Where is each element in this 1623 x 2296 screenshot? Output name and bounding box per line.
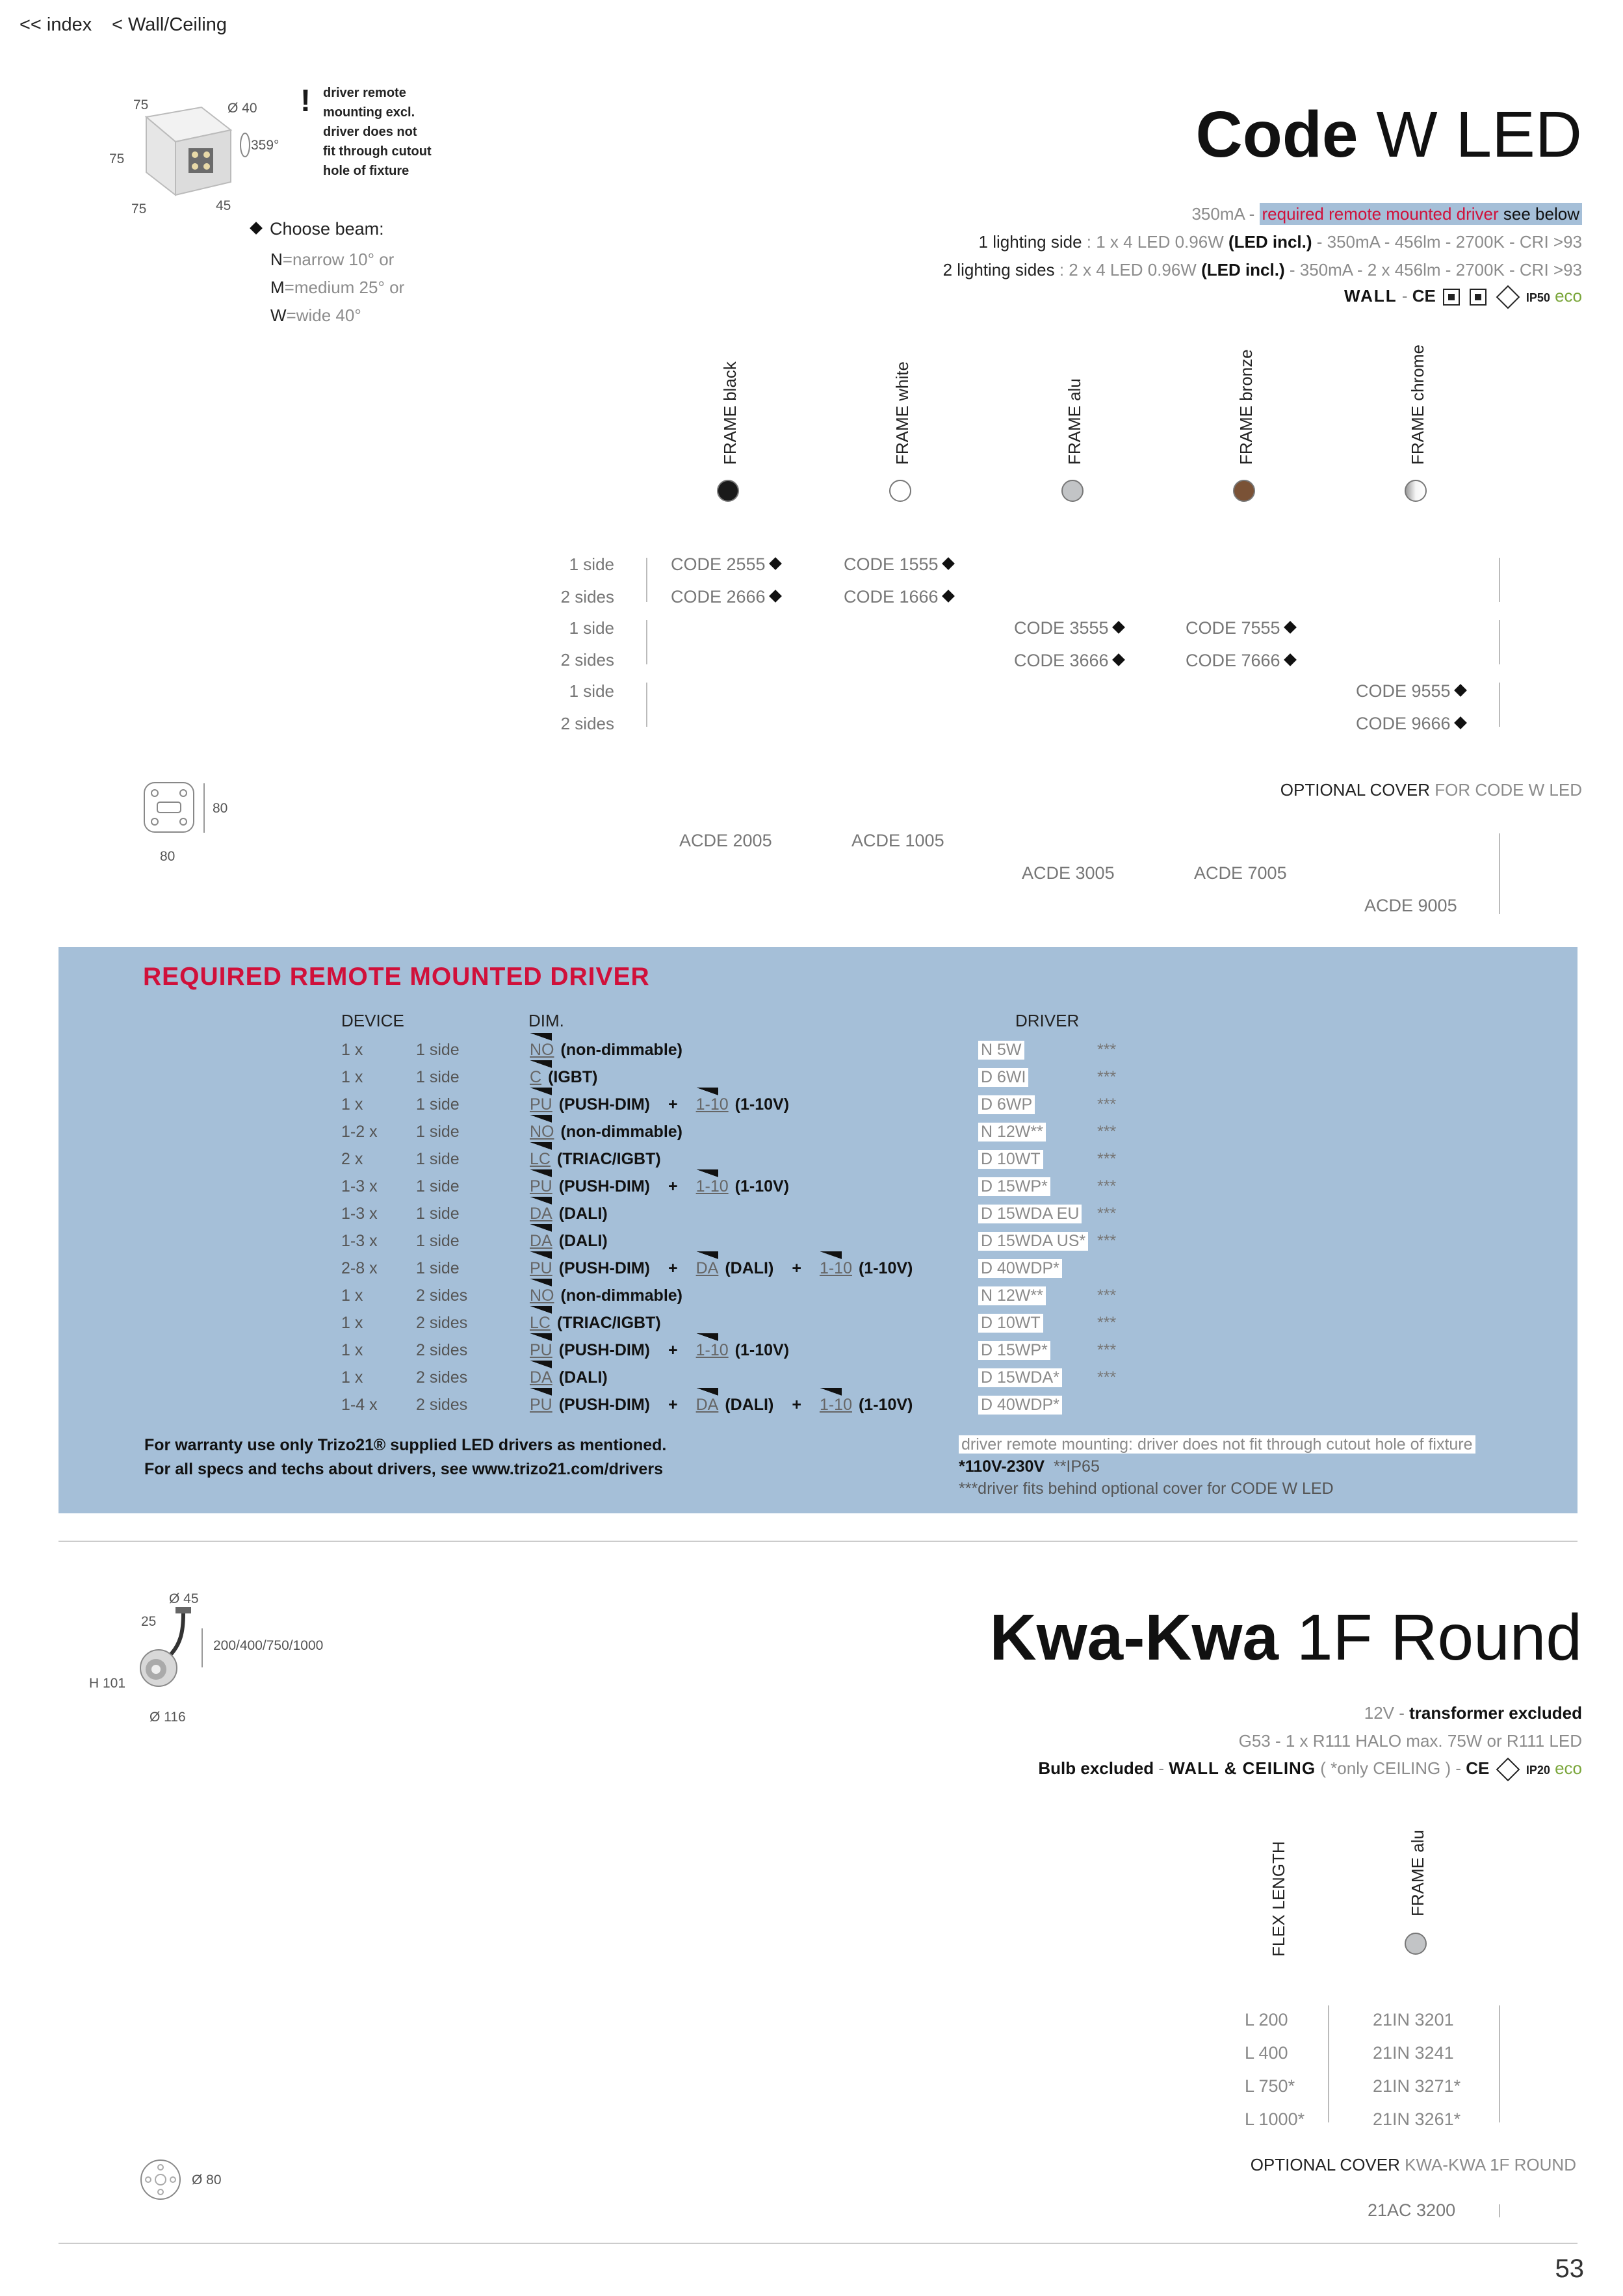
- indoor-icon: [1443, 289, 1460, 306]
- dim-top-width: 75: [133, 98, 149, 112]
- dimming-type-label: (PUSH-DIM): [558, 1259, 650, 1277]
- recessed-icon: [1470, 289, 1487, 306]
- driver-sides: 1 side: [416, 1150, 460, 1168]
- driver-dimming: [530, 1396, 913, 1415]
- cover-code[interactable]: ACDE 7005: [1194, 863, 1287, 883]
- kwa-codes: [1373, 2003, 1461, 2136]
- driver-sides: 2 sides: [416, 1314, 468, 1332]
- dimming-type-label: (non-dimmable): [560, 1123, 682, 1141]
- divider: [1499, 2005, 1500, 2122]
- note-line: fit through cutout: [323, 144, 432, 159]
- driver-footnote-mark: ***: [1097, 1041, 1117, 1059]
- kwa-spec-bulb: G53 - 1 x R111 HALO max. 75W or R111 LED: [1238, 1731, 1582, 1751]
- driver-footnote-mark: ***: [1097, 1286, 1117, 1305]
- diamond-icon: [942, 557, 955, 570]
- driver-dimming: [530, 1068, 597, 1087]
- plus-sign: +: [668, 1259, 678, 1277]
- dimming-type-label: (1-10V): [734, 1341, 790, 1359]
- dimming-type-label: (DALI): [558, 1205, 608, 1223]
- driver-device-count: 1-3 x: [341, 1205, 378, 1223]
- cover-code[interactable]: ACDE 1005: [851, 831, 944, 850]
- divider: [1499, 558, 1500, 602]
- driver-footnote-mark: ***: [1097, 1205, 1117, 1223]
- dimming-type-icon: PU: [530, 1341, 552, 1359]
- diamond-icon: [250, 222, 263, 235]
- kwa-dim-bottom: Ø 116: [149, 1710, 186, 1725]
- dimming-type-icon: LC: [530, 1314, 551, 1332]
- divider: [1499, 620, 1500, 664]
- driver-footnote-mark: ***: [1097, 1123, 1117, 1141]
- driver-sides: 1 side: [416, 1259, 460, 1277]
- cover-code[interactable]: ACDE 3005: [1022, 863, 1115, 883]
- kwa-col-frame-alu: FRAME alu: [1408, 1830, 1427, 1916]
- divider: [646, 558, 647, 602]
- driver-device-count: 1-3 x: [341, 1177, 378, 1195]
- diamond-icon: [1284, 653, 1297, 666]
- eco-icon: eco: [1555, 286, 1582, 306]
- driver-code[interactable]: N 12W**: [978, 1123, 1046, 1141]
- driver-code[interactable]: D 15WP*: [978, 1177, 1050, 1196]
- driver-dimming: [530, 1259, 913, 1278]
- driver-code[interactable]: D 40WDP*: [978, 1396, 1062, 1415]
- driver-footnote-mark: ***: [1097, 1150, 1117, 1168]
- kwa-frame-swatch-alu[interactable]: [1405, 1933, 1427, 1955]
- kwa-col-flex-length: FLEX LENGTH: [1269, 1841, 1288, 1957]
- driver-code[interactable]: D 6WI: [978, 1068, 1028, 1087]
- warning-icon: !: [300, 84, 311, 118]
- dimming-type-icon: DA: [695, 1259, 719, 1277]
- driver-sides: 2 sides: [416, 1286, 468, 1305]
- row-label: 2 sides: [560, 714, 614, 733]
- driver-footnotes: [959, 1433, 1475, 1500]
- warranty-line: For all specs and techs about drivers, see www.trizo21.com/drivers: [144, 1460, 663, 1478]
- beam-title: Choose beam:: [270, 219, 384, 239]
- kwa-code[interactable]: 21IN 3241: [1373, 2043, 1454, 2063]
- driver-dimming: [530, 1150, 661, 1169]
- beam-option-n: N=narrow 10° or: [270, 250, 395, 269]
- dimming-type-label: (IGBT): [548, 1068, 598, 1086]
- footnote-voltage: *110V-230V: [959, 1457, 1045, 1476]
- driver-sides: 1 side: [416, 1177, 460, 1195]
- driver-footnote-mark: ***: [1097, 1095, 1117, 1114]
- frame-label-white: FRAME white: [892, 361, 912, 465]
- driver-footnote-mark: ***: [1097, 1068, 1117, 1086]
- driver-footnote-mark: ***: [1097, 1232, 1117, 1250]
- driver-dimming: [530, 1041, 682, 1060]
- product-code[interactable]: CODE 1555: [844, 554, 953, 575]
- row-label: 1 side: [569, 554, 614, 574]
- driver-sides: 1 side: [416, 1205, 460, 1223]
- driver-device-count: 1-4 x: [341, 1396, 378, 1414]
- frame-label-black: FRAME black: [720, 361, 740, 465]
- divider: [1499, 2204, 1500, 2217]
- product-code[interactable]: CODE 2555: [671, 554, 780, 575]
- eco-icon: eco: [1555, 1758, 1582, 1778]
- dimming-type-icon: 1-10: [819, 1259, 852, 1277]
- driver-row: [0, 1341, 1495, 1368]
- driver-device-count: 1 x: [341, 1341, 363, 1359]
- driver-row: [0, 1041, 1495, 1068]
- plus-sign: +: [792, 1259, 801, 1277]
- cover-dim-width: 80: [160, 849, 175, 864]
- plus-sign: +: [668, 1396, 678, 1414]
- driver-dimming: [530, 1205, 608, 1223]
- driver-sides: 2 sides: [416, 1396, 468, 1414]
- cover-code[interactable]: ACDE 2005: [679, 831, 772, 850]
- cover-drawing: [142, 780, 200, 842]
- kwa-dim-stem: 25: [141, 1614, 157, 1629]
- footnote-cover: ***driver fits behind optional cover for CODE W LED: [959, 1480, 1334, 1498]
- frame-swatch-black[interactable]: [717, 480, 739, 502]
- dimming-type-icon: 1-10: [695, 1341, 729, 1359]
- driver-footnote-mark: ***: [1097, 1314, 1117, 1332]
- nav-index-link[interactable]: << index: [19, 14, 92, 35]
- kwa-code[interactable]: 21IN 3261*: [1373, 2109, 1461, 2129]
- product-code[interactable]: CODE 3666: [1014, 651, 1123, 671]
- frame-swatch-bronze[interactable]: [1233, 480, 1255, 502]
- dimming-type-label: (1-10V): [858, 1396, 913, 1414]
- dimming-type-label: (DALI): [725, 1259, 774, 1277]
- kwa-lengths: [1245, 2003, 1305, 2136]
- driver-sides: 1 side: [416, 1123, 460, 1141]
- product-title-code-w: Code W LED: [1195, 98, 1582, 171]
- driver-rows: [0, 1041, 1495, 1423]
- driver-footnote-mark: ***: [1097, 1177, 1117, 1195]
- warranty-line: For warranty use only Trizo21® supplied LED drivers as mentioned.: [144, 1436, 667, 1454]
- plus-sign: +: [668, 1095, 678, 1114]
- kwa-code[interactable]: 21IN 3271*: [1373, 2076, 1461, 2096]
- dim-bottom-width: 75: [131, 202, 147, 216]
- kwa-dim-height: H 101: [89, 1676, 126, 1691]
- row-label: 1 side: [569, 618, 614, 638]
- cover-code[interactable]: ACDE 9005: [1364, 896, 1457, 915]
- driver-device-count: 2 x: [341, 1150, 363, 1168]
- dimming-type-label: (PUSH-DIM): [558, 1095, 650, 1114]
- divider: [646, 683, 647, 727]
- driver-code[interactable]: D 40WDP*: [978, 1259, 1062, 1278]
- ce-mark-icon: CE: [1412, 286, 1436, 306]
- driver-sides: 1 side: [416, 1232, 460, 1250]
- driver-device-count: 1 x: [341, 1095, 363, 1114]
- dimming-type-label: (TRIAC/IGBT): [556, 1314, 661, 1332]
- driver-dimming: [530, 1177, 789, 1196]
- kwa-length: L 750*: [1245, 2076, 1295, 2096]
- divider: [646, 620, 647, 664]
- dimming-type-label: (non-dimmable): [560, 1041, 682, 1059]
- driver-dimming: [530, 1232, 608, 1251]
- driver-code[interactable]: D 15WDA US*: [978, 1232, 1088, 1251]
- ce-mark-icon: CE: [1466, 1758, 1490, 1778]
- driver-code[interactable]: D 15WP*: [978, 1341, 1050, 1360]
- driver-row: [0, 1314, 1495, 1341]
- footnote-ip: **IP65: [1045, 1457, 1100, 1476]
- dimming-type-icon: NO: [530, 1041, 554, 1059]
- dimming-type-icon: PU: [530, 1095, 552, 1114]
- dimming-type-label: (1-10V): [734, 1177, 790, 1195]
- driver-sides: 1 side: [416, 1095, 460, 1114]
- kwa-cover-dim: Ø 80: [192, 2172, 222, 2187]
- driver-sides: 1 side: [416, 1068, 460, 1086]
- note-line: driver does not: [323, 125, 417, 139]
- plus-sign: +: [668, 1177, 678, 1195]
- driver-sides: 1 side: [416, 1041, 460, 1059]
- diamond-icon: [1454, 716, 1467, 729]
- row-label: 2 sides: [560, 650, 614, 670]
- driver-code[interactable]: N 5W: [978, 1041, 1024, 1060]
- driver-code[interactable]: D 15WDA*: [978, 1368, 1062, 1387]
- driver-row: [0, 1095, 1495, 1123]
- diamond-icon: [1112, 653, 1125, 666]
- driver-dimming: [530, 1368, 608, 1387]
- product-code[interactable]: CODE 3555: [1014, 618, 1123, 638]
- diamond-icon: [769, 557, 782, 570]
- kwa-cover-drawing: [139, 2158, 185, 2207]
- beam-chooser: [252, 219, 384, 239]
- kwa-length: L 1000*: [1245, 2109, 1305, 2129]
- kwa-dim-top: Ø 45: [169, 1591, 199, 1606]
- spec-line-mount: WALL - CE IP50 eco: [1344, 286, 1582, 306]
- class-icon: [1496, 285, 1520, 309]
- diamond-icon: [942, 590, 955, 603]
- kwa-cover-title: OPTIONAL COVER KWA-KWA 1F ROUND: [1250, 2155, 1576, 2174]
- plus-sign: +: [668, 1341, 678, 1359]
- cover-plate-illustration: [142, 780, 200, 839]
- kwa-length: L 200: [1245, 2010, 1288, 2029]
- dimming-type-icon: NO: [530, 1286, 554, 1305]
- footnote-remote: driver remote mounting: driver does not fit through cutout hole of fixture: [959, 1435, 1475, 1454]
- driver-device-count: 1 x: [341, 1286, 363, 1305]
- driver-row: [0, 1150, 1495, 1177]
- class-icon: [1496, 1758, 1520, 1782]
- driver-dimming: [530, 1314, 661, 1333]
- beam-option-m: M=medium 25° or: [270, 278, 405, 297]
- row-label: 1 side: [569, 681, 614, 701]
- driver-code[interactable]: D 6WP: [978, 1095, 1035, 1114]
- dimming-type-icon: DA: [530, 1368, 552, 1387]
- diamond-icon: [769, 590, 782, 603]
- product-code[interactable]: CODE 7666: [1186, 651, 1295, 671]
- dimming-type-label: (PUSH-DIM): [558, 1341, 650, 1359]
- driver-row: [0, 1177, 1495, 1205]
- dimming-type-label: (TRIAC/IGBT): [556, 1150, 661, 1168]
- frame-swatch-alu[interactable]: [1061, 480, 1084, 502]
- driver-device-count: 1 x: [341, 1041, 363, 1059]
- frame-label-chrome: FRAME chrome: [1408, 345, 1427, 465]
- dimming-type-label: (PUSH-DIM): [558, 1396, 650, 1414]
- product-code[interactable]: CODE 9666: [1356, 714, 1465, 734]
- dim-line: [201, 1628, 203, 1667]
- driver-dimming: [530, 1095, 789, 1114]
- driver-row: [0, 1368, 1495, 1396]
- product-title-kwa-kwa: Kwa-Kwa 1F Round: [989, 1601, 1582, 1674]
- dimming-type-label: (1-10V): [734, 1095, 790, 1114]
- driver-code[interactable]: D 15WDA EU: [978, 1205, 1082, 1223]
- dimming-type-icon: PU: [530, 1259, 552, 1277]
- divider: [1328, 2005, 1329, 2122]
- dimming-type-icon: 1-10: [695, 1095, 729, 1114]
- divider: [1499, 683, 1500, 727]
- driver-device-count: 2-8 x: [341, 1259, 378, 1277]
- kwa-cover-illustration: [139, 2158, 185, 2204]
- warranty-note: [144, 1433, 666, 1481]
- kwa-length: L 400: [1245, 2043, 1288, 2063]
- kwa-spec-mount: Bulb excluded - WALL & CEILING ( *only CEILING ) - CE IP20 eco: [1038, 1758, 1582, 1779]
- driver-row: [0, 1123, 1495, 1150]
- driver-footnote-mark: ***: [1097, 1341, 1117, 1359]
- dimming-type-icon: DA: [530, 1232, 552, 1250]
- driver-row: [0, 1232, 1495, 1259]
- product-code[interactable]: CODE 2666: [671, 587, 780, 607]
- dimming-type-label: (DALI): [558, 1232, 608, 1250]
- dimming-type-icon: DA: [530, 1205, 552, 1223]
- driver-col-dim: DIM.: [528, 1011, 564, 1030]
- cover-title: OPTIONAL COVER FOR CODE W LED: [1280, 780, 1582, 800]
- row-label: 2 sides: [560, 587, 614, 607]
- driver-row: [0, 1286, 1495, 1314]
- diamond-icon: [1454, 684, 1467, 697]
- frame-swatch-white[interactable]: [889, 480, 911, 502]
- driver-code[interactable]: D 10WT: [978, 1314, 1043, 1333]
- driver-panel: [58, 947, 1578, 1513]
- dimming-type-icon: DA: [695, 1396, 719, 1414]
- beam-option-w: W=wide 40°: [270, 306, 361, 325]
- driver-device-count: 1 x: [341, 1068, 363, 1086]
- plus-sign: +: [792, 1396, 801, 1414]
- driver-col-device: DEVICE: [341, 1011, 404, 1030]
- driver-row: [0, 1068, 1495, 1095]
- driver-dimming: [530, 1286, 682, 1305]
- dimming-type-icon: PU: [530, 1177, 552, 1195]
- note-line: mounting excl.: [323, 105, 415, 120]
- dimming-type-icon: LC: [530, 1150, 551, 1168]
- driver-warning-note: [323, 83, 432, 181]
- diamond-icon: [1112, 621, 1125, 634]
- ip-rating: IP20: [1526, 1764, 1550, 1777]
- frame-swatch-chrome[interactable]: [1405, 480, 1427, 502]
- driver-dimming: [530, 1123, 682, 1141]
- dim-top-diameter: Ø 40: [227, 101, 257, 116]
- dim-side: 75: [109, 151, 125, 166]
- product-code[interactable]: CODE 1666: [844, 587, 953, 607]
- driver-device-count: 1-3 x: [341, 1232, 378, 1250]
- driver-device-count: 1 x: [341, 1314, 363, 1332]
- kwa-cover-code[interactable]: 21AC 3200: [1368, 2200, 1456, 2220]
- dimming-type-icon: PU: [530, 1396, 552, 1414]
- dimming-type-label: (PUSH-DIM): [558, 1177, 650, 1195]
- footer-divider: [58, 2243, 1578, 2244]
- kwa-dim-lengths: 200/400/750/1000: [213, 1638, 324, 1653]
- spec-line-1-side: 1 lighting side : 1 x 4 LED 0.96W (LED incl.) - 350mA - 456lm - 2700K - CRI >93: [978, 232, 1582, 252]
- dimming-type-label: (1-10V): [858, 1259, 913, 1277]
- driver-row: [0, 1396, 1495, 1423]
- driver-device-count: 1 x: [341, 1368, 363, 1387]
- product-code[interactable]: CODE 7555: [1186, 618, 1295, 638]
- driver-col-driver: DRIVER: [1015, 1011, 1080, 1030]
- nav-section-link[interactable]: < Wall/Ceiling: [112, 14, 227, 35]
- dimming-type-icon: C: [530, 1068, 542, 1086]
- product-code[interactable]: CODE 9555: [1356, 681, 1465, 701]
- driver-code[interactable]: N 12W**: [978, 1286, 1046, 1305]
- driver-panel-title: REQUIRED REMOTE MOUNTED DRIVER: [143, 963, 650, 991]
- page-number: 53: [1555, 2254, 1584, 2283]
- dimming-type-label: (DALI): [725, 1396, 774, 1414]
- driver-sides: 2 sides: [416, 1368, 468, 1387]
- note-line: hole of fixture: [323, 164, 409, 178]
- kwa-spec-voltage: 12V - transformer excluded: [1364, 1703, 1582, 1723]
- driver-row: [0, 1205, 1495, 1232]
- driver-code[interactable]: D 10WT: [978, 1150, 1043, 1169]
- driver-footnote-mark: ***: [1097, 1368, 1117, 1387]
- frame-label-alu: FRAME alu: [1065, 378, 1084, 465]
- frame-label-bronze: FRAME bronze: [1236, 349, 1256, 465]
- spec-line-2-sides: 2 lighting sides : 2 x 4 LED 0.96W (LED incl.) - 350mA - 2 x 456lm - 2700K - CRI >93: [942, 260, 1582, 280]
- divider: [1499, 833, 1500, 914]
- kwa-code[interactable]: 21IN 3201: [1373, 2010, 1454, 2029]
- note-line: driver remote: [323, 86, 406, 100]
- spec-line-driver: 350mA - required remote mounted driver see below: [1191, 204, 1582, 224]
- dim-bottom-depth: 45: [216, 198, 231, 213]
- dim-line: [203, 783, 205, 833]
- section-divider: [58, 1541, 1578, 1542]
- dimming-type-label: (DALI): [558, 1368, 608, 1387]
- driver-dimming: [530, 1341, 789, 1360]
- diamond-icon: [1284, 621, 1297, 634]
- dimming-type-icon: NO: [530, 1123, 554, 1141]
- dimming-type-icon: 1-10: [819, 1396, 852, 1414]
- driver-device-count: 1-2 x: [341, 1123, 378, 1141]
- ip-rating: IP50: [1526, 291, 1550, 304]
- dimming-type-label: (non-dimmable): [560, 1286, 682, 1305]
- dimming-type-icon: 1-10: [695, 1177, 729, 1195]
- dim-rotation: 359°: [251, 138, 279, 153]
- cover-dim-height: 80: [213, 801, 228, 816]
- driver-row: [0, 1259, 1495, 1286]
- driver-sides: 2 sides: [416, 1341, 468, 1359]
- beam-options: [270, 246, 404, 330]
